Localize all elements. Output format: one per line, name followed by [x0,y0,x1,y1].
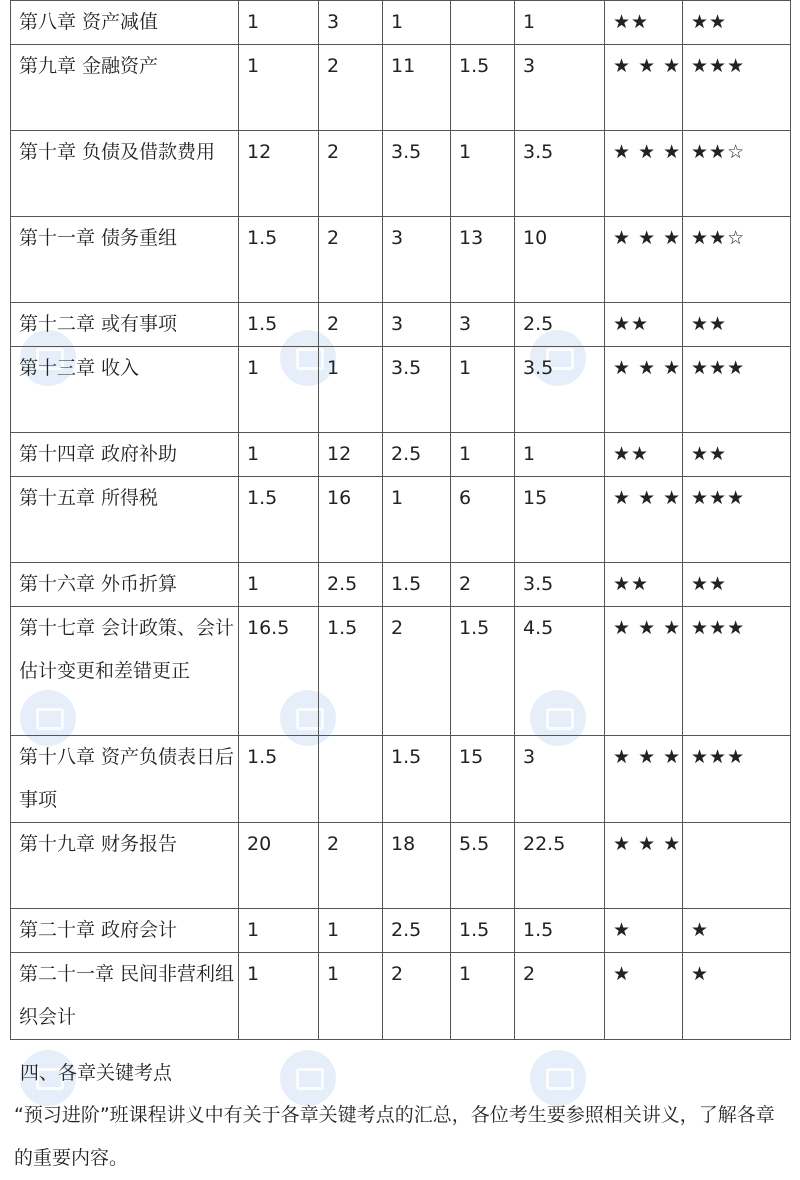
table-row [11,953,791,1040]
value-cell-1: 1.5 [239,736,319,823]
value-cell-4: 1 [451,347,515,433]
table-row [11,433,791,477]
value-cell-4: 2 [451,563,515,607]
table-row [11,477,791,563]
value-cell-3: 1 [383,477,451,563]
value-cell-4: 5.5 [451,823,515,909]
chapter-cell: 第二十一章 民间非营利组织会计 [11,953,239,1040]
table-row [11,217,791,303]
value-cell-3: 18 [383,823,451,909]
importance-stars-1: ★★ [605,433,683,477]
table-row [11,45,791,131]
value-cell-4: 1.5 [451,909,515,953]
importance-stars-1: ★★ [605,563,683,607]
value-cell-3: 2.5 [383,909,451,953]
chapter-cell: 第十三章 收入 [11,347,239,433]
value-cell-2: 2 [319,303,383,347]
table-row [11,823,791,909]
value-cell-2: 1 [319,909,383,953]
table-row [11,303,791,347]
value-cell-5: 1 [515,1,605,45]
paragraph: “预习进阶”班课程讲义中有关于各章关键考点的汇总，各位考生要参照相关讲义，了解各章的重要内容。 [14,1104,775,1169]
value-cell-1: 1.5 [239,303,319,347]
table-row [11,607,791,736]
value-cell-5: 22.5 [515,823,605,909]
importance-stars-1: ★ ★ ★ [605,217,683,303]
value-cell-4: 3 [451,303,515,347]
value-cell-1: 1 [239,1,319,45]
importance-stars-2: ★ [683,909,791,953]
value-cell-5: 2 [515,953,605,1040]
section-heading: 四、各章关键考点 [20,1062,173,1084]
value-cell-4: 1.5 [451,607,515,736]
chapter-cell: 第十八章 资产负债表日后事项 [11,736,239,823]
value-cell-1: 16.5 [239,607,319,736]
value-cell-4: 1 [451,953,515,1040]
value-cell-1: 1 [239,953,319,1040]
value-cell-2: 2 [319,131,383,217]
importance-stars-1: ★★ [605,1,683,45]
value-cell-4 [451,1,515,45]
table-row [11,347,791,433]
chapter-cell: 第八章 资产减值 [11,1,239,45]
importance-stars-2: ★★★ [683,477,791,563]
table-row [11,131,791,217]
importance-stars-2: ★★★ [683,347,791,433]
value-cell-4: 1 [451,131,515,217]
importance-stars-2: ★★★ [683,45,791,131]
importance-stars-1: ★ ★ ★ [605,736,683,823]
value-cell-3: 11 [383,45,451,131]
value-cell-2: 1 [319,953,383,1040]
value-cell-2: 1.5 [319,607,383,736]
value-cell-3: 3 [383,303,451,347]
value-cell-3: 2.5 [383,433,451,477]
importance-stars-2: ★★ [683,303,791,347]
chapter-cell: 第十七章 会计政策、会计估计变更和差错更正 [11,607,239,736]
value-cell-1: 1 [239,563,319,607]
value-cell-1: 1.5 [239,477,319,563]
chapter-cell: 第十九章 财务报告 [11,823,239,909]
chapter-score-table [10,0,791,1040]
value-cell-2: 2.5 [319,563,383,607]
importance-stars-2: ★★★ [683,607,791,736]
value-cell-2: 2 [319,217,383,303]
chapter-cell: 第九章 金融资产 [11,45,239,131]
value-cell-4: 13 [451,217,515,303]
value-cell-1: 20 [239,823,319,909]
value-cell-4: 1 [451,433,515,477]
importance-stars-1: ★ ★ ★ [605,131,683,217]
value-cell-3: 1.5 [383,563,451,607]
importance-stars-2: ★★ [683,1,791,45]
value-cell-5: 1.5 [515,909,605,953]
value-cell-3: 3.5 [383,347,451,433]
value-cell-2: 2 [319,45,383,131]
value-cell-5: 3 [515,736,605,823]
value-cell-4: 1.5 [451,45,515,131]
value-cell-2: 3 [319,1,383,45]
value-cell-5: 10 [515,217,605,303]
importance-stars-1: ★ ★ ★ [605,823,683,909]
value-cell-2: 1 [319,347,383,433]
importance-stars-2: ★★☆ [683,131,791,217]
chapter-cell: 第十二章 或有事项 [11,303,239,347]
table-row [11,736,791,823]
importance-stars-2: ★★ [683,433,791,477]
importance-stars-2: ★ [683,953,791,1040]
value-cell-4: 15 [451,736,515,823]
table-row [11,563,791,607]
value-cell-5: 3.5 [515,563,605,607]
value-cell-2: 2 [319,823,383,909]
importance-stars-1: ★ ★ ★ [605,477,683,563]
value-cell-5: 4.5 [515,607,605,736]
value-cell-3: 1 [383,1,451,45]
value-cell-5: 3 [515,45,605,131]
value-cell-5: 3.5 [515,347,605,433]
value-cell-1: 1 [239,45,319,131]
chapter-cell: 第十一章 债务重组 [11,217,239,303]
importance-stars-1: ★ [605,909,683,953]
importance-stars-2: ★★★ [683,736,791,823]
importance-stars-1: ★ [605,953,683,1040]
chapter-cell: 第十章 负债及借款费用 [11,131,239,217]
value-cell-2: 16 [319,477,383,563]
importance-stars-2: ★★ [683,563,791,607]
chapter-cell: 第十四章 政府补助 [11,433,239,477]
importance-stars-1: ★ ★ ★ [605,347,683,433]
value-cell-4: 6 [451,477,515,563]
chapter-cell: 第十六章 外币折算 [11,563,239,607]
importance-stars-2: ★★☆ [683,217,791,303]
value-cell-3: 3.5 [383,131,451,217]
value-cell-2: 12 [319,433,383,477]
value-cell-3: 1.5 [383,736,451,823]
table-row [11,1,791,45]
value-cell-5: 3.5 [515,131,605,217]
importance-stars-1: ★ ★ ★ [605,607,683,736]
value-cell-1: 12 [239,131,319,217]
value-cell-1: 1.5 [239,217,319,303]
value-cell-2 [319,736,383,823]
value-cell-1: 1 [239,347,319,433]
importance-stars-1: ★ ★ ★ [605,45,683,131]
value-cell-3: 2 [383,607,451,736]
value-cell-3: 3 [383,217,451,303]
value-cell-5: 1 [515,433,605,477]
importance-stars-1: ★★ [605,303,683,347]
chapter-cell: 第二十章 政府会计 [11,909,239,953]
value-cell-5: 15 [515,477,605,563]
value-cell-1: 1 [239,433,319,477]
value-cell-3: 2 [383,953,451,1040]
value-cell-1: 1 [239,909,319,953]
value-cell-5: 2.5 [515,303,605,347]
importance-stars-2 [683,823,791,909]
table-row [11,909,791,953]
chapter-cell: 第十五章 所得税 [11,477,239,563]
